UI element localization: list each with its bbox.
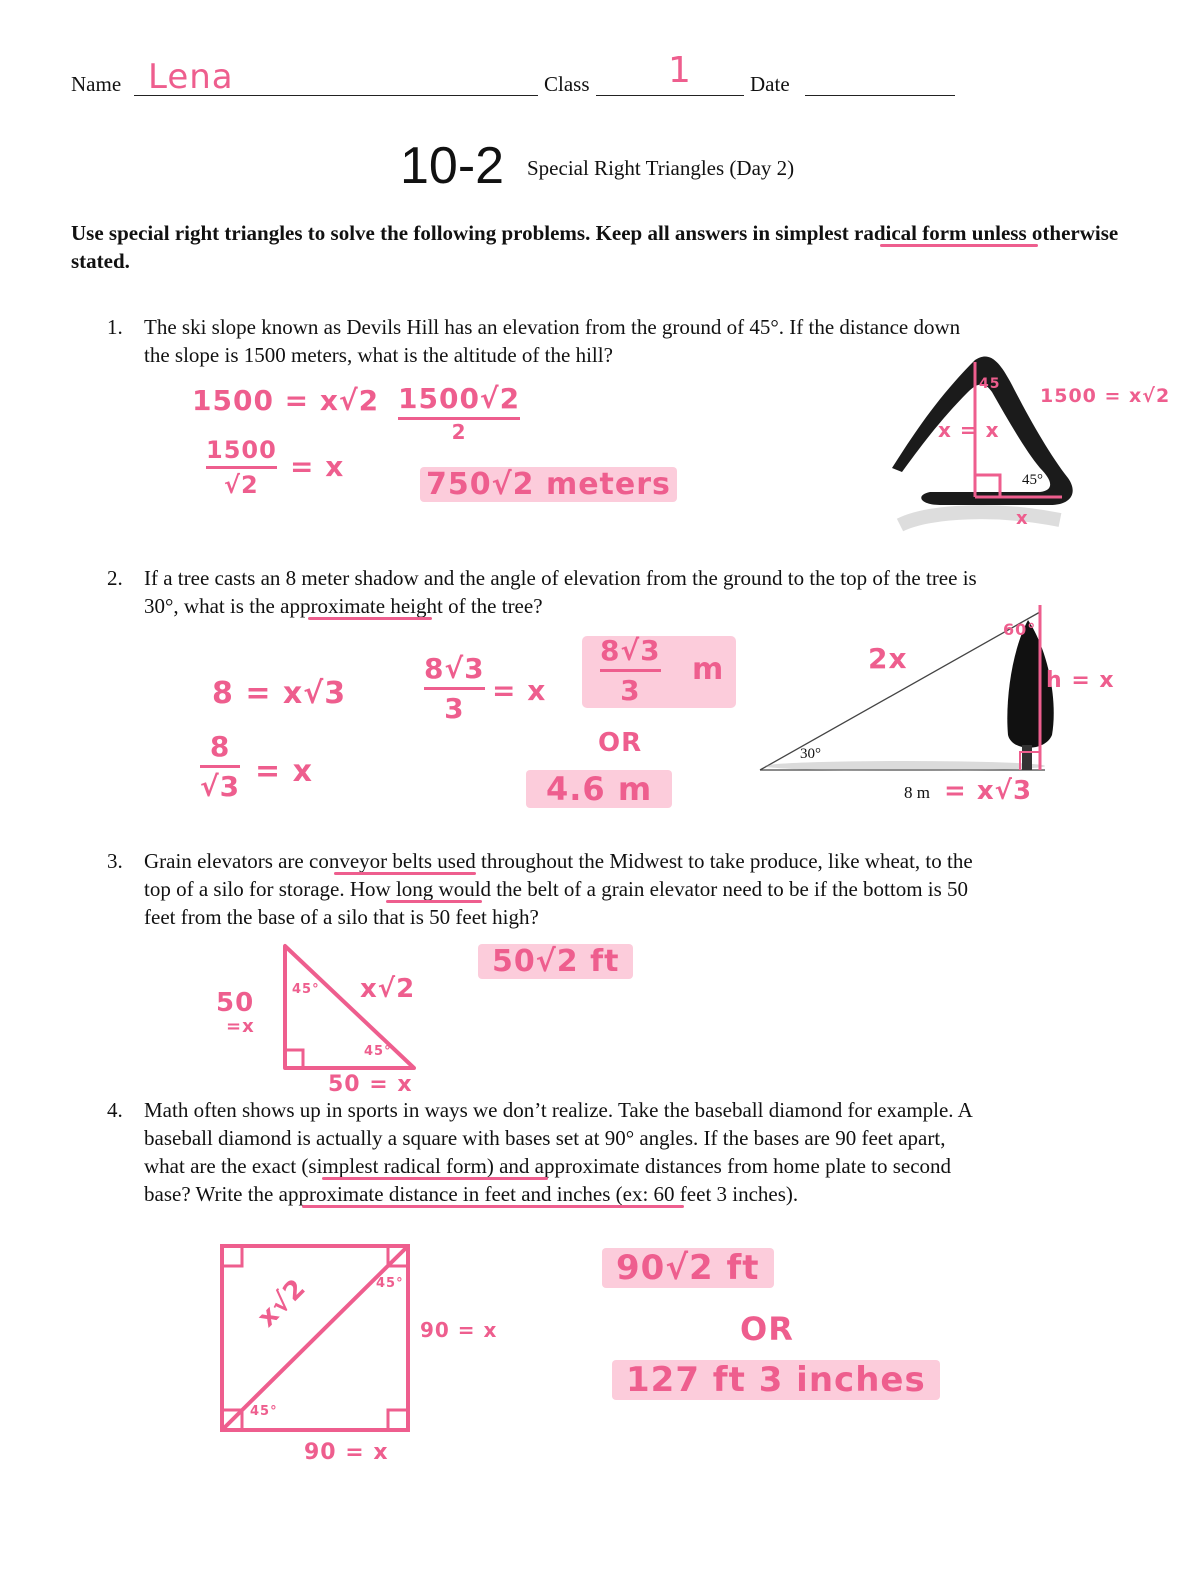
problem-3-line-3: feet from the base of a silo that is 50 feet high?: [144, 905, 539, 929]
p1-eq3-den: √2: [224, 471, 259, 499]
p1-eq1: 1500 = x√2: [192, 384, 380, 417]
problem-2-number: 2.: [107, 566, 123, 590]
problem-1-number: 1.: [107, 315, 123, 339]
problem-2-line-2: 30°, what is the approximate height of the tree?: [144, 594, 543, 618]
p1-eq3-rhs: = x: [290, 450, 345, 483]
name-label: Name: [71, 72, 122, 96]
problem-3-line-1: Grain elevators are conveyor belts used throughout the Midwest to take produce, like wheat, to the: [144, 849, 973, 873]
p3-bottom: 50 = x: [328, 1072, 413, 1097]
p2-eq2-bar: [200, 765, 240, 768]
instructions-underline: [880, 244, 1038, 247]
p1-fig-xx: x = x: [938, 418, 1000, 442]
p1-eq3-num: 1500: [206, 436, 277, 464]
p2-eq2-den: √3: [200, 770, 241, 803]
p2-answer-unit: m: [692, 652, 725, 687]
p1-eq3-fraction: [206, 436, 277, 499]
approximate-distance-underline: [302, 1205, 684, 1208]
p2-eq1: 8 = x√3: [212, 676, 347, 711]
problem-4-number: 4.: [107, 1098, 123, 1122]
p3-hyp: x√2: [360, 974, 416, 1004]
class-value: 1: [668, 50, 692, 91]
p2-fig-8m-eq: = x√3: [944, 776, 1033, 806]
p2-eq3-den: 3: [444, 692, 465, 725]
p4-angle-bottom: 45°: [250, 1404, 278, 1419]
class-field-line[interactable]: [596, 95, 744, 96]
problem-4-line-2: baseball diamond is actually a square with bases set at 90° angles. If the bases are 90 feet apart,: [144, 1126, 946, 1150]
instructions: Use special right triangles to solve the following problems. Keep all answers in simplest radical form unless otherwise stated.: [71, 221, 1119, 273]
p2-eq3-rhs: = x: [492, 674, 547, 707]
simplest-radical-underline: [322, 1177, 548, 1180]
p3-angle-bottom: 45°: [364, 1044, 392, 1059]
p4-bottom: 90 = x: [304, 1440, 389, 1465]
problem-1-line-2: the slope is 1500 meters, what is the altitude of the hill?: [144, 343, 613, 367]
problem-4-line-1: Math often shows up in sports in ways we don’t realize. Take the baseball diamond for example. A: [144, 1098, 973, 1122]
p1-eq2-fraction: [398, 382, 520, 442]
p2-fig-8m: 8 m: [904, 783, 930, 802]
problem-2-line-1: If a tree casts an 8 meter shadow and the angle of elevation from the ground to the top of the tree is: [144, 566, 977, 590]
p3-side-left-top: 50: [216, 988, 255, 1018]
p1-answer: 750√2 meters: [420, 467, 677, 502]
p4-answer2: 127 ft 3 inches: [612, 1360, 940, 1400]
problem-3-number: 3.: [107, 849, 123, 873]
p2-or: OR: [598, 728, 643, 758]
p2-answer2: 4.6 m: [526, 770, 672, 808]
how-long-underline: [386, 900, 482, 903]
p4-square-figure: [0, 0, 1, 1]
p4-diag: x√2: [252, 1272, 313, 1334]
p2-answer-num: 8√3: [600, 634, 661, 667]
p1-eq2-num: 1500√2: [398, 382, 521, 415]
problem-4-line-3: what are the exact (simplest radical form) and approximate distances from home plate to second: [144, 1154, 952, 1178]
date-field-line[interactable]: [805, 95, 955, 96]
p3-side-left-bottom: =x: [226, 1016, 255, 1037]
problem-3-line-2: top of a silo for storage. How long would the belt of a grain elevator need to be if the bottom is 50: [144, 877, 969, 901]
p2-eq3-num: 8√3: [424, 652, 485, 685]
p2-answer-bar: [600, 669, 661, 672]
p2-eq3-bar: [424, 687, 485, 690]
p1-fig-45-top: 45: [979, 376, 1001, 392]
problem-4-line-4: base? Write the approximate distance in feet and inches (ex: 60 feet 3 inches).: [144, 1182, 799, 1206]
class-label: Class: [544, 72, 590, 96]
name-value: Lena: [148, 57, 234, 97]
date-label: Date: [750, 72, 790, 96]
p4-angle-top: 45°: [376, 1276, 404, 1291]
lesson-subtitle: Special Right Triangles (Day 2): [527, 156, 795, 180]
p4-or: OR: [740, 1310, 794, 1348]
p1-eq3-bar: [206, 466, 277, 469]
p1-fig-x-bottom: x: [1016, 508, 1029, 529]
p2-fig-60: 60°: [1003, 620, 1037, 639]
p2-fig-hx: h = x: [1046, 668, 1115, 693]
p3-angle-top: 45°: [292, 982, 320, 997]
p2-eq3-fraction: [424, 652, 485, 725]
p1-fig-eq: 1500 = x√2: [1040, 385, 1171, 407]
p4-right: 90 = x: [420, 1318, 498, 1342]
p2-answer-den: 3: [620, 674, 641, 707]
p4-answer1: 90√2 ft: [602, 1248, 774, 1288]
conveyor-belts-underline: [334, 872, 476, 875]
p3-answer: 50√2 ft: [478, 944, 633, 979]
p2-fig-2x: 2x: [868, 642, 908, 675]
p1-fig-45-bottom: 45°: [1022, 472, 1043, 488]
p2-eq2-rhs: = x: [255, 754, 313, 789]
approximate-underline-2: [308, 617, 432, 620]
p2-eq2-fraction: [200, 730, 240, 803]
p2-fig-30: 30°: [800, 746, 821, 762]
p2-eq2-num: 8: [209, 730, 231, 763]
p1-eq2-den: 2: [451, 420, 467, 444]
lesson-number: 10-2: [400, 137, 505, 195]
problem-1-line-1: The ski slope known as Devils Hill has an elevation from the ground of 45°. If the distance down: [144, 315, 961, 339]
p2-answer-fraction: [600, 634, 661, 707]
